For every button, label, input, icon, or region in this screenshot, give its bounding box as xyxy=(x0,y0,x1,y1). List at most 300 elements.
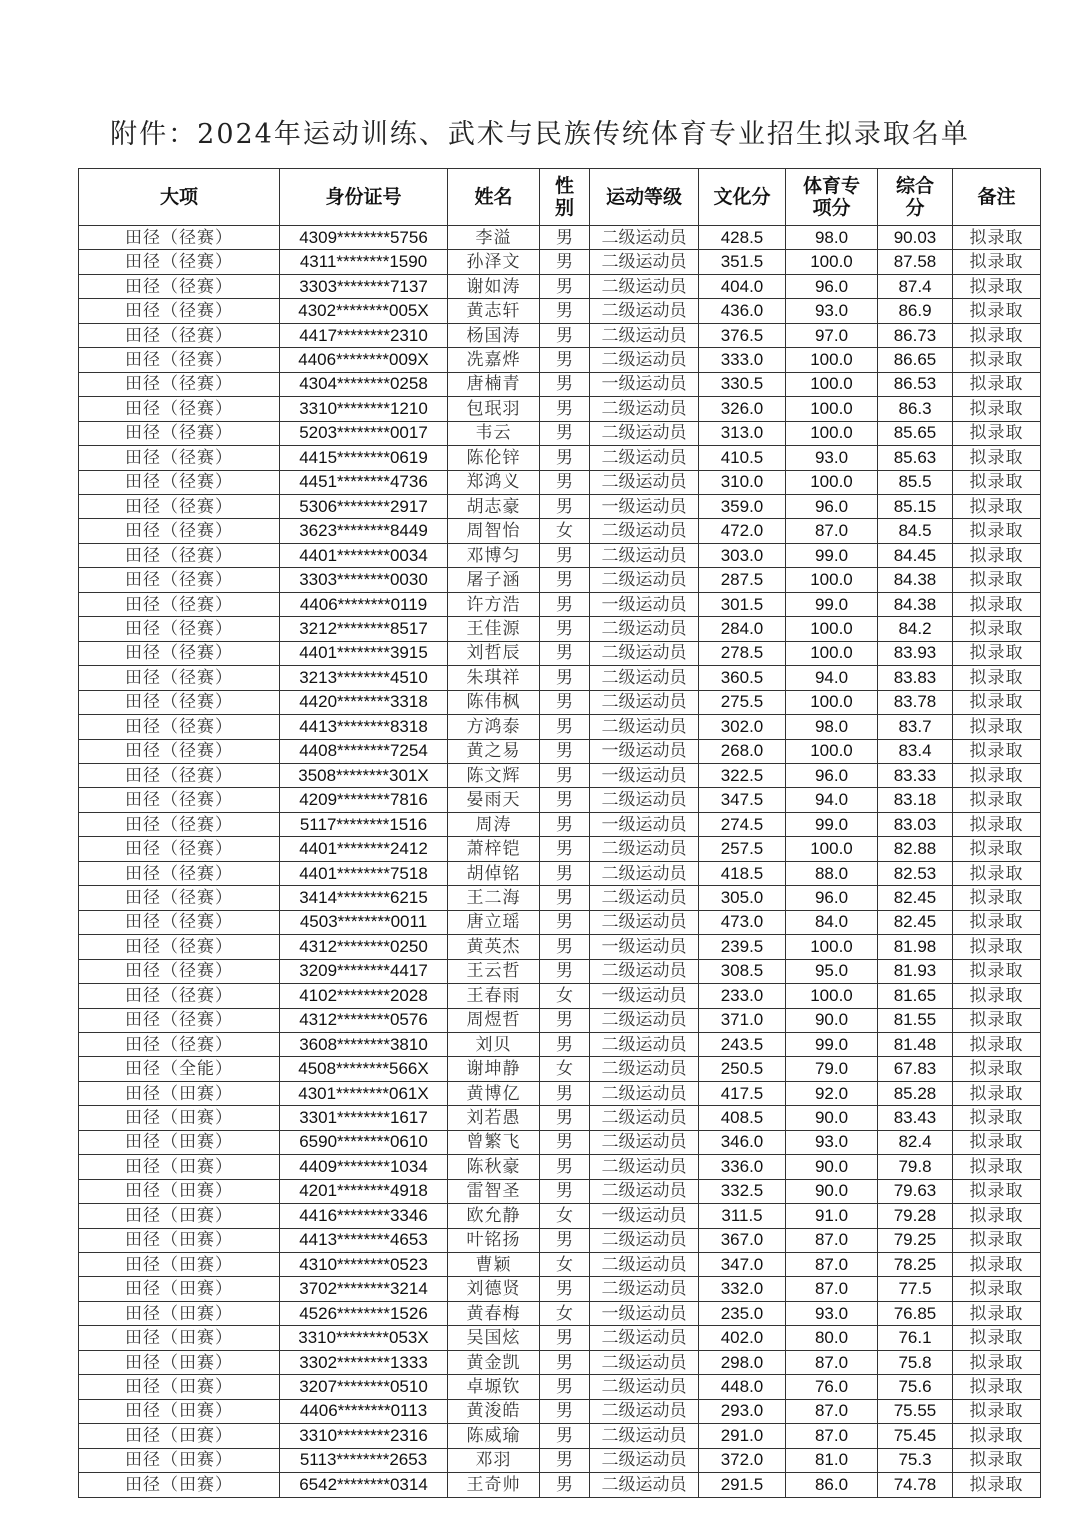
cell-total-score: 83.83 xyxy=(878,666,953,690)
cell-culture-score: 359.0 xyxy=(699,494,786,518)
cell-culture-score: 284.0 xyxy=(699,617,786,641)
table-row xyxy=(79,861,1041,885)
cell-name: 胡志豪 xyxy=(448,494,540,518)
cell-note: 拟录取 xyxy=(953,812,1041,836)
cell-athlete-level: 二级运动员 xyxy=(590,1155,699,1179)
cell-culture-score: 235.0 xyxy=(699,1301,786,1325)
cell-sport: 田径（全能） xyxy=(79,1057,280,1081)
table-row xyxy=(79,763,1041,787)
cell-sport: 田径（田赛） xyxy=(79,1155,280,1179)
cell-sport: 田径（径赛） xyxy=(79,812,280,836)
cell-athlete-level: 一级运动员 xyxy=(590,592,699,616)
cell-athlete-level: 一级运动员 xyxy=(590,494,699,518)
cell-athlete-level: 一级运动员 xyxy=(590,763,699,787)
table-row xyxy=(79,617,1041,641)
cell-athlete-level: 二级运动员 xyxy=(590,1179,699,1203)
cell-culture-score: 332.5 xyxy=(699,1179,786,1203)
cell-sport: 田径（径赛） xyxy=(79,641,280,665)
table-body xyxy=(79,226,1041,1498)
cell-culture-score: 243.5 xyxy=(699,1032,786,1056)
cell-name: 周煜哲 xyxy=(448,1008,540,1032)
cell-name: 刘若愚 xyxy=(448,1106,540,1130)
cell-culture-score: 372.0 xyxy=(699,1448,786,1472)
cell-note: 拟录取 xyxy=(953,568,1041,592)
cell-culture-score: 298.0 xyxy=(699,1350,786,1374)
cell-sport-score: 100.0 xyxy=(786,397,878,421)
cell-sport-score: 100.0 xyxy=(786,935,878,959)
cell-total-score: 87.4 xyxy=(878,274,953,298)
cell-gender: 男 xyxy=(540,226,590,250)
cell-sport-score: 100.0 xyxy=(786,617,878,641)
cell-gender: 男 xyxy=(540,1448,590,1472)
cell-athlete-level: 二级运动员 xyxy=(590,1253,699,1277)
table-row xyxy=(79,250,1041,274)
table-row xyxy=(79,446,1041,470)
cell-name: 周智怡 xyxy=(448,519,540,543)
cell-sport: 田径（田赛） xyxy=(79,1228,280,1252)
cell-name: 欧允静 xyxy=(448,1204,540,1228)
cell-gender: 男 xyxy=(540,1375,590,1399)
cell-sport: 田径（径赛） xyxy=(79,861,280,885)
cell-culture-score: 301.5 xyxy=(699,592,786,616)
cell-name: 屠子涵 xyxy=(448,568,540,592)
cell-total-score: 79.8 xyxy=(878,1155,953,1179)
table-row xyxy=(79,1326,1041,1350)
cell-total-score: 82.4 xyxy=(878,1130,953,1154)
cell-athlete-level: 二级运动员 xyxy=(590,1326,699,1350)
cell-athlete-level: 二级运动员 xyxy=(590,470,699,494)
cell-note: 拟录取 xyxy=(953,1301,1041,1325)
table-row xyxy=(79,1375,1041,1399)
cell-note: 拟录取 xyxy=(953,1350,1041,1374)
cell-athlete-level: 二级运动员 xyxy=(590,1473,699,1497)
cell-athlete-level: 二级运动员 xyxy=(590,1228,699,1252)
cell-id-number: 5113********2653 xyxy=(280,1448,448,1472)
cell-note: 拟录取 xyxy=(953,226,1041,250)
cell-id-number: 4417********2310 xyxy=(280,323,448,347)
cell-note: 拟录取 xyxy=(953,250,1041,274)
cell-id-number: 4526********1526 xyxy=(280,1301,448,1325)
cell-id-number: 4209********7816 xyxy=(280,788,448,812)
cell-culture-score: 360.5 xyxy=(699,666,786,690)
cell-note: 拟录取 xyxy=(953,397,1041,421)
cell-sport: 田径（径赛） xyxy=(79,299,280,323)
cell-name: 包珉羽 xyxy=(448,397,540,421)
cell-sport: 田径（田赛） xyxy=(79,1179,280,1203)
table-row xyxy=(79,1008,1041,1032)
cell-name: 冼嘉烨 xyxy=(448,348,540,372)
table-row xyxy=(79,690,1041,714)
cell-athlete-level: 二级运动员 xyxy=(590,299,699,323)
cell-culture-score: 233.0 xyxy=(699,984,786,1008)
cell-id-number: 4406********009X xyxy=(280,348,448,372)
cell-gender: 男 xyxy=(540,592,590,616)
table-row xyxy=(79,812,1041,836)
cell-note: 拟录取 xyxy=(953,1277,1041,1301)
cell-name: 王奇帅 xyxy=(448,1473,540,1497)
cell-sport: 田径（径赛） xyxy=(79,397,280,421)
cell-sport: 田径（径赛） xyxy=(79,837,280,861)
cell-name: 黄金凯 xyxy=(448,1350,540,1374)
cell-id-number: 6542********0314 xyxy=(280,1473,448,1497)
cell-note: 拟录取 xyxy=(953,763,1041,787)
cell-culture-score: 402.0 xyxy=(699,1326,786,1350)
cell-id-number: 4401********3915 xyxy=(280,641,448,665)
cell-total-score: 75.55 xyxy=(878,1399,953,1423)
cell-culture-score: 336.0 xyxy=(699,1155,786,1179)
cell-gender: 男 xyxy=(540,543,590,567)
cell-note: 拟录取 xyxy=(953,1473,1041,1497)
cell-id-number: 4310********0523 xyxy=(280,1253,448,1277)
cell-total-score: 85.5 xyxy=(878,470,953,494)
cell-gender: 男 xyxy=(540,910,590,934)
cell-sport-score: 100.0 xyxy=(786,470,878,494)
cell-sport-score: 96.0 xyxy=(786,494,878,518)
cell-gender: 男 xyxy=(540,446,590,470)
cell-sport: 田径（径赛） xyxy=(79,739,280,763)
cell-gender: 男 xyxy=(540,323,590,347)
cell-note: 拟录取 xyxy=(953,788,1041,812)
cell-note: 拟录取 xyxy=(953,1179,1041,1203)
cell-sport: 田径（田赛） xyxy=(79,1375,280,1399)
cell-gender: 女 xyxy=(540,1204,590,1228)
cell-gender: 男 xyxy=(540,1155,590,1179)
header-sport-score: 体育专项分 xyxy=(786,169,878,226)
cell-gender: 男 xyxy=(540,1032,590,1056)
cell-name: 黄博亿 xyxy=(448,1081,540,1105)
cell-gender: 男 xyxy=(540,812,590,836)
cell-total-score: 85.65 xyxy=(878,421,953,445)
cell-sport-score: 80.0 xyxy=(786,1326,878,1350)
cell-sport-score: 93.0 xyxy=(786,446,878,470)
cell-name: 陈秋豪 xyxy=(448,1155,540,1179)
cell-sport-score: 87.0 xyxy=(786,1277,878,1301)
cell-name: 周涛 xyxy=(448,812,540,836)
cell-note: 拟录取 xyxy=(953,592,1041,616)
cell-sport-score: 91.0 xyxy=(786,1204,878,1228)
cell-sport: 田径（径赛） xyxy=(79,715,280,739)
cell-culture-score: 376.5 xyxy=(699,323,786,347)
cell-athlete-level: 二级运动员 xyxy=(590,1277,699,1301)
cell-id-number: 4401********0034 xyxy=(280,543,448,567)
cell-sport: 田径（径赛） xyxy=(79,910,280,934)
cell-note: 拟录取 xyxy=(953,519,1041,543)
cell-note: 拟录取 xyxy=(953,984,1041,1008)
cell-athlete-level: 一级运动员 xyxy=(590,935,699,959)
cell-total-score: 86.3 xyxy=(878,397,953,421)
cell-name: 陈威瑜 xyxy=(448,1424,540,1448)
table-row xyxy=(79,1424,1041,1448)
cell-sport: 田径（田赛） xyxy=(79,1399,280,1423)
cell-id-number: 3303********7137 xyxy=(280,274,448,298)
cell-culture-score: 308.5 xyxy=(699,959,786,983)
cell-sport: 田径（径赛） xyxy=(79,348,280,372)
table-row xyxy=(79,641,1041,665)
cell-id-number: 4508********566X xyxy=(280,1057,448,1081)
cell-total-score: 83.93 xyxy=(878,641,953,665)
cell-athlete-level: 二级运动员 xyxy=(590,1032,699,1056)
cell-total-score: 83.7 xyxy=(878,715,953,739)
cell-sport-score: 99.0 xyxy=(786,543,878,567)
cell-id-number: 4309********5756 xyxy=(280,226,448,250)
cell-id-number: 4420********3318 xyxy=(280,690,448,714)
cell-id-number: 3303********0030 xyxy=(280,568,448,592)
cell-id-number: 3608********3810 xyxy=(280,1032,448,1056)
header-name: 姓名 xyxy=(448,169,540,226)
table-row xyxy=(79,715,1041,739)
cell-total-score: 84.5 xyxy=(878,519,953,543)
cell-athlete-level: 二级运动员 xyxy=(590,959,699,983)
cell-culture-score: 436.0 xyxy=(699,299,786,323)
cell-culture-score: 291.0 xyxy=(699,1424,786,1448)
cell-note: 拟录取 xyxy=(953,641,1041,665)
cell-sport: 田径（田赛） xyxy=(79,1326,280,1350)
cell-athlete-level: 二级运动员 xyxy=(590,250,699,274)
header-total-score: 综合分 xyxy=(878,169,953,226)
cell-sport-score: 90.0 xyxy=(786,1008,878,1032)
cell-id-number: 3207********0510 xyxy=(280,1375,448,1399)
cell-total-score: 83.4 xyxy=(878,739,953,763)
cell-name: 晏雨天 xyxy=(448,788,540,812)
cell-name: 方鸿泰 xyxy=(448,715,540,739)
cell-gender: 男 xyxy=(540,763,590,787)
cell-note: 拟录取 xyxy=(953,861,1041,885)
cell-culture-score: 291.5 xyxy=(699,1473,786,1497)
cell-sport: 田径（田赛） xyxy=(79,1448,280,1472)
cell-gender: 男 xyxy=(540,788,590,812)
cell-name: 吴国炫 xyxy=(448,1326,540,1350)
cell-sport-score: 100.0 xyxy=(786,421,878,445)
cell-gender: 男 xyxy=(540,715,590,739)
cell-total-score: 78.25 xyxy=(878,1253,953,1277)
cell-gender: 男 xyxy=(540,1106,590,1130)
cell-sport-score: 90.0 xyxy=(786,1106,878,1130)
cell-athlete-level: 二级运动员 xyxy=(590,543,699,567)
cell-note: 拟录取 xyxy=(953,1032,1041,1056)
table-row xyxy=(79,1155,1041,1179)
cell-id-number: 4311********1590 xyxy=(280,250,448,274)
cell-note: 拟录取 xyxy=(953,543,1041,567)
cell-sport: 田径（田赛） xyxy=(79,1081,280,1105)
cell-culture-score: 472.0 xyxy=(699,519,786,543)
cell-id-number: 4503********0011 xyxy=(280,910,448,934)
cell-note: 拟录取 xyxy=(953,1057,1041,1081)
header-gender: 性别 xyxy=(540,169,590,226)
cell-id-number: 4413********8318 xyxy=(280,715,448,739)
cell-culture-score: 351.5 xyxy=(699,250,786,274)
cell-sport: 田径（径赛） xyxy=(79,323,280,347)
table-row xyxy=(79,1228,1041,1252)
cell-sport-score: 88.0 xyxy=(786,861,878,885)
cell-name: 孙泽文 xyxy=(448,250,540,274)
cell-total-score: 79.28 xyxy=(878,1204,953,1228)
cell-culture-score: 410.5 xyxy=(699,446,786,470)
cell-gender: 男 xyxy=(540,861,590,885)
cell-gender: 男 xyxy=(540,886,590,910)
cell-id-number: 3302********1333 xyxy=(280,1350,448,1374)
cell-name: 黄春梅 xyxy=(448,1301,540,1325)
cell-gender: 男 xyxy=(540,494,590,518)
cell-culture-score: 418.5 xyxy=(699,861,786,885)
cell-sport: 田径（径赛） xyxy=(79,666,280,690)
cell-name: 王佳源 xyxy=(448,617,540,641)
table-row xyxy=(79,568,1041,592)
cell-athlete-level: 一级运动员 xyxy=(590,812,699,836)
cell-sport-score: 99.0 xyxy=(786,592,878,616)
cell-sport: 田径（田赛） xyxy=(79,1301,280,1325)
cell-id-number: 4401********2412 xyxy=(280,837,448,861)
cell-culture-score: 293.0 xyxy=(699,1399,786,1423)
cell-athlete-level: 二级运动员 xyxy=(590,1008,699,1032)
cell-name: 叶铭扬 xyxy=(448,1228,540,1252)
cell-athlete-level: 二级运动员 xyxy=(590,1375,699,1399)
table-row xyxy=(79,1301,1041,1325)
table-row xyxy=(79,788,1041,812)
cell-id-number: 4406********0113 xyxy=(280,1399,448,1423)
cell-athlete-level: 二级运动员 xyxy=(590,690,699,714)
cell-name: 谢如涛 xyxy=(448,274,540,298)
cell-sport-score: 87.0 xyxy=(786,1424,878,1448)
header-note: 备注 xyxy=(953,169,1041,226)
cell-total-score: 87.58 xyxy=(878,250,953,274)
cell-id-number: 3209********4417 xyxy=(280,959,448,983)
table-row xyxy=(79,1130,1041,1154)
cell-id-number: 3213********4510 xyxy=(280,666,448,690)
cell-name: 黄浚皓 xyxy=(448,1399,540,1423)
cell-name: 邓羽 xyxy=(448,1448,540,1472)
cell-name: 郑鸿义 xyxy=(448,470,540,494)
cell-note: 拟录取 xyxy=(953,1326,1041,1350)
cell-sport-score: 93.0 xyxy=(786,1301,878,1325)
cell-sport: 田径（径赛） xyxy=(79,690,280,714)
cell-note: 拟录取 xyxy=(953,690,1041,714)
cell-athlete-level: 二级运动员 xyxy=(590,446,699,470)
cell-sport: 田径（径赛） xyxy=(79,959,280,983)
table-row xyxy=(79,470,1041,494)
cell-id-number: 5203********0017 xyxy=(280,421,448,445)
cell-name: 唐楠青 xyxy=(448,372,540,396)
cell-name: 唐立瑶 xyxy=(448,910,540,934)
cell-name: 朱琪祥 xyxy=(448,666,540,690)
table-row xyxy=(79,1253,1041,1277)
cell-athlete-level: 二级运动员 xyxy=(590,274,699,298)
cell-culture-score: 278.5 xyxy=(699,641,786,665)
cell-gender: 男 xyxy=(540,1399,590,1423)
cell-culture-score: 326.0 xyxy=(699,397,786,421)
cell-note: 拟录取 xyxy=(953,1008,1041,1032)
cell-total-score: 84.38 xyxy=(878,592,953,616)
cell-sport: 田径（田赛） xyxy=(79,1253,280,1277)
cell-sport-score: 95.0 xyxy=(786,959,878,983)
cell-sport: 田径（径赛） xyxy=(79,788,280,812)
cell-sport: 田径（径赛） xyxy=(79,935,280,959)
table-row xyxy=(79,1179,1041,1203)
cell-id-number: 4304********0258 xyxy=(280,372,448,396)
table-row xyxy=(79,299,1041,323)
cell-sport-score: 99.0 xyxy=(786,1032,878,1056)
cell-athlete-level: 二级运动员 xyxy=(590,323,699,347)
cell-total-score: 83.43 xyxy=(878,1106,953,1130)
cell-total-score: 86.9 xyxy=(878,299,953,323)
cell-gender: 男 xyxy=(540,1350,590,1374)
cell-sport-score: 100.0 xyxy=(786,837,878,861)
cell-name: 曹颖 xyxy=(448,1253,540,1277)
cell-total-score: 82.53 xyxy=(878,861,953,885)
table-row xyxy=(79,910,1041,934)
cell-total-score: 76.85 xyxy=(878,1301,953,1325)
cell-sport: 田径（田赛） xyxy=(79,1204,280,1228)
cell-athlete-level: 二级运动员 xyxy=(590,861,699,885)
table-header-row xyxy=(79,169,1041,226)
cell-id-number: 3310********2316 xyxy=(280,1424,448,1448)
cell-note: 拟录取 xyxy=(953,617,1041,641)
cell-gender: 男 xyxy=(540,299,590,323)
cell-sport-score: 90.0 xyxy=(786,1179,878,1203)
cell-name: 萧梓铠 xyxy=(448,837,540,861)
cell-gender: 女 xyxy=(540,984,590,1008)
table-row xyxy=(79,1277,1041,1301)
cell-total-score: 83.18 xyxy=(878,788,953,812)
cell-athlete-level: 一级运动员 xyxy=(590,372,699,396)
cell-gender: 男 xyxy=(540,1081,590,1105)
cell-culture-score: 275.5 xyxy=(699,690,786,714)
cell-total-score: 82.45 xyxy=(878,910,953,934)
cell-culture-score: 330.5 xyxy=(699,372,786,396)
cell-gender: 男 xyxy=(540,1326,590,1350)
cell-gender: 男 xyxy=(540,1473,590,1497)
cell-culture-score: 303.0 xyxy=(699,543,786,567)
cell-sport: 田径（径赛） xyxy=(79,1032,280,1056)
cell-total-score: 84.38 xyxy=(878,568,953,592)
cell-athlete-level: 二级运动员 xyxy=(590,1448,699,1472)
cell-name: 黄英杰 xyxy=(448,935,540,959)
cell-total-score: 83.03 xyxy=(878,812,953,836)
cell-note: 拟录取 xyxy=(953,470,1041,494)
cell-sport: 田径（径赛） xyxy=(79,1008,280,1032)
cell-total-score: 67.83 xyxy=(878,1057,953,1081)
cell-note: 拟录取 xyxy=(953,910,1041,934)
cell-gender: 男 xyxy=(540,372,590,396)
cell-gender: 男 xyxy=(540,250,590,274)
table-row xyxy=(79,935,1041,959)
cell-total-score: 84.2 xyxy=(878,617,953,641)
cell-athlete-level: 一级运动员 xyxy=(590,1204,699,1228)
cell-sport-score: 99.0 xyxy=(786,812,878,836)
admission-table xyxy=(78,168,1041,1498)
cell-sport: 田径（田赛） xyxy=(79,1130,280,1154)
cell-culture-score: 305.0 xyxy=(699,886,786,910)
cell-athlete-level: 二级运动员 xyxy=(590,1350,699,1374)
cell-sport-score: 96.0 xyxy=(786,274,878,298)
cell-athlete-level: 一级运动员 xyxy=(590,984,699,1008)
cell-athlete-level: 二级运动员 xyxy=(590,568,699,592)
cell-athlete-level: 二级运动员 xyxy=(590,715,699,739)
cell-athlete-level: 二级运动员 xyxy=(590,788,699,812)
cell-gender: 男 xyxy=(540,666,590,690)
cell-gender: 男 xyxy=(540,274,590,298)
cell-sport: 田径（径赛） xyxy=(79,470,280,494)
table-row xyxy=(79,592,1041,616)
cell-gender: 男 xyxy=(540,397,590,421)
cell-sport-score: 100.0 xyxy=(786,984,878,1008)
cell-sport: 田径（径赛） xyxy=(79,226,280,250)
cell-sport-score: 93.0 xyxy=(786,299,878,323)
cell-note: 拟录取 xyxy=(953,1155,1041,1179)
table-row xyxy=(79,1057,1041,1081)
cell-gender: 男 xyxy=(540,1130,590,1154)
cell-total-score: 81.98 xyxy=(878,935,953,959)
cell-total-score: 86.53 xyxy=(878,372,953,396)
